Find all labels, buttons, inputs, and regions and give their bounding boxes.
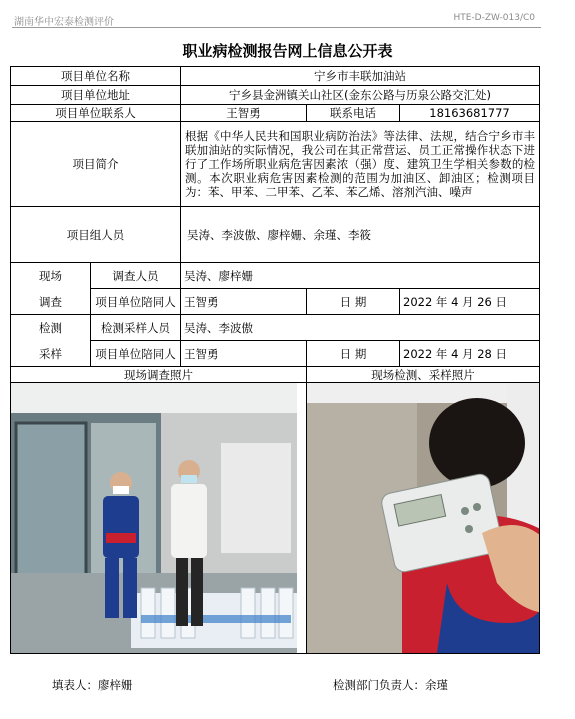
survey-date-label: 日 期	[307, 289, 400, 315]
survey-label	[11, 263, 91, 315]
head-field	[333, 677, 448, 693]
sample-date-value: 2022 年 4 月 28 日	[400, 341, 540, 367]
photo-left-label: 现场调查照片	[11, 367, 307, 383]
header-org: 湖南华中宏泰检测评价	[14, 17, 114, 28]
samplers-label: 检测采样人员	[91, 315, 181, 341]
address-label: 项目单位地址	[11, 86, 181, 105]
filler-value: 廖梓姗	[98, 678, 133, 692]
sample-escort-label: 项目单位陪同人	[91, 341, 181, 367]
samplers-value: 吴涛、李波傲	[181, 315, 540, 341]
team-value: 吴涛、李波傲、廖梓姗、余瑾、李筱	[181, 207, 540, 263]
filler-label: 填表人：	[52, 678, 98, 692]
survey-escort-label: 项目单位陪同人	[91, 289, 181, 315]
photo-right-label: 现场检测、采样照片	[307, 367, 540, 383]
survey-date-value: 2022 年 4 月 26 日	[400, 289, 540, 315]
phone-label: 联系电话	[307, 105, 400, 122]
header-divider	[12, 27, 541, 28]
phone-value: 18163681777	[400, 105, 540, 122]
sample-escort-value: 王智勇	[181, 341, 307, 367]
header-code: HTE-D-ZW-013/C0	[453, 13, 535, 23]
unit-name-label: 项目单位名称	[11, 67, 181, 86]
sampling-photo	[307, 383, 539, 653]
unit-name-value: 宁乡市丰联加油站	[181, 67, 540, 86]
sample-label	[11, 315, 91, 367]
intro-label: 项目简介	[11, 122, 181, 207]
photo-left-cell	[11, 383, 307, 654]
survey-label-line1: 现场	[39, 268, 62, 283]
contact-value: 王智勇	[181, 105, 307, 122]
info-table	[10, 66, 540, 654]
sample-date-label: 日 期	[307, 341, 400, 367]
sample-label-line2: 采样	[39, 346, 62, 361]
page-title: 职业病检测报告网上信息公开表	[182, 42, 393, 60]
filler-field	[52, 677, 133, 693]
contact-label: 项目单位联系人	[11, 105, 181, 122]
intro-text: 根据《中华人民共和国职业病防治法》等法律、法规，结合宁乡市丰联加油站的实际情况，我公司在其正常营运、员工正常操作状态下进行了工作场所职业病危害因素浓（强）度、建筑卫生学相关参数的检测。本次职业病危害因素检测的范围为加油区、卸油区；检测项目为：苯、甲苯、二甲苯、乙苯、苯乙烯、溶剂汽油、噪声	[181, 122, 540, 207]
address-value: 宁乡县金洲镇关山社区(金东公路与历泉公路交汇处)	[181, 86, 540, 105]
team-label: 项目组人员	[11, 207, 181, 263]
survey-photo	[11, 383, 297, 653]
survey-label-line2: 调查	[39, 294, 62, 309]
photo-right-cell	[307, 383, 540, 654]
bottle-stack	[131, 588, 297, 648]
survey-escort-value: 王智勇	[181, 289, 307, 315]
head-label: 检测部门负责人：	[333, 678, 425, 692]
investigators-label: 调查人员	[91, 263, 181, 289]
sample-label-line1: 检测	[39, 320, 62, 335]
investigators-value: 吴涛、廖梓姗	[181, 263, 540, 289]
head-value: 余瑾	[425, 678, 448, 692]
